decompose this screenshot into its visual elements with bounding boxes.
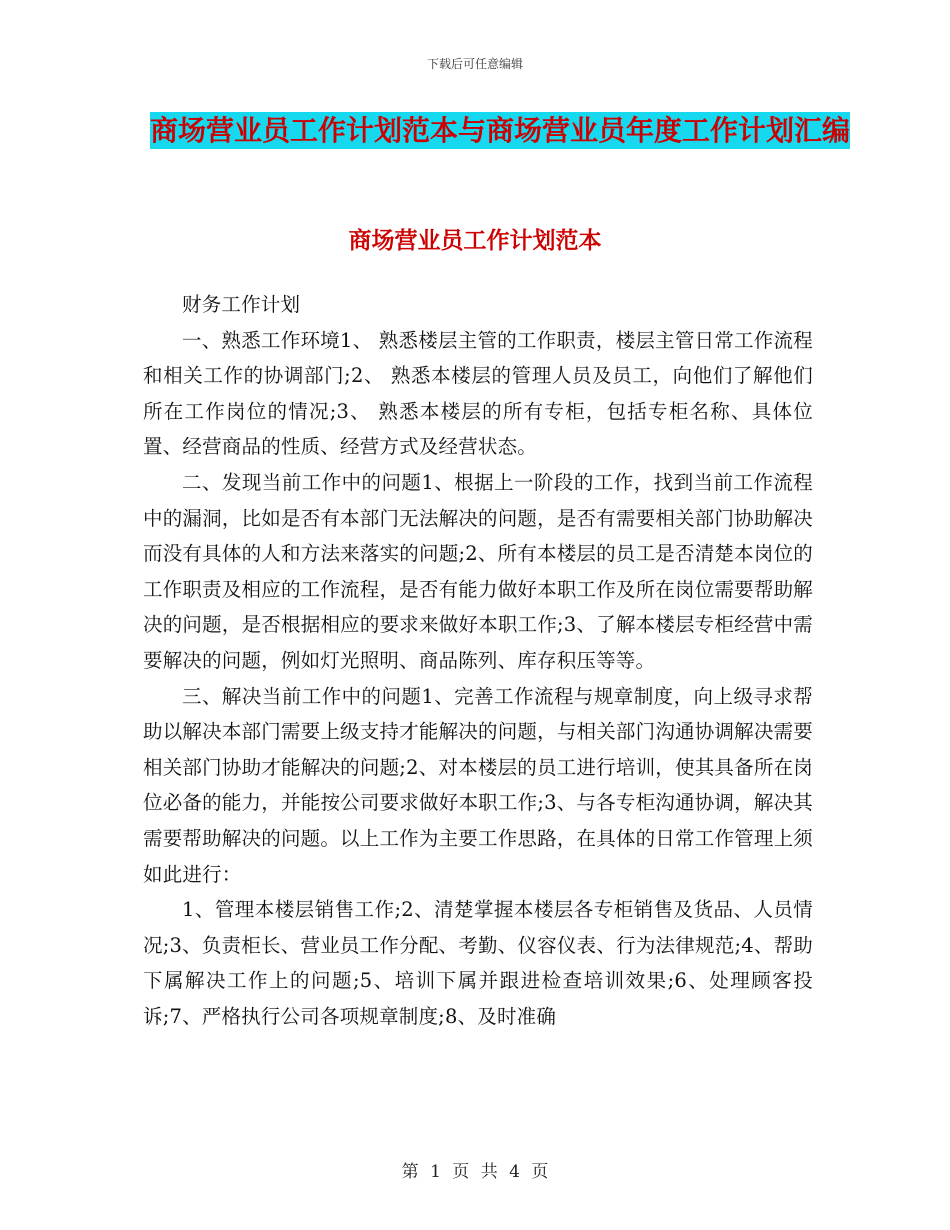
- page-footer: 第 1 页 共 4 页: [401, 1162, 549, 1182]
- paragraph: 一、熟悉工作环境1、 熟悉楼层主管的工作职责，楼层主管日常工作流程和相关工作的协调部门;2、 熟悉本楼层的管理人员及员工，向他们了解他们所在工作岗位的情况;3、 熟悉本楼层的所有专柜，包括专柜名称、具体位置、经营商品的性质、经营方式及经营状态。: [143, 328, 813, 459]
- document-title-text: 商场营业员工作计划范本与商场营业员年度工作计划汇编: [149, 114, 850, 147]
- section-title: 商场营业员工作计划范本: [348, 228, 602, 254]
- paragraph: 三、解决当前工作中的问题1、完善工作流程与规章制度，向上级寻求帮助以解决本部门需要上级支持才能解决的问题，与相关部门沟通协调解决需要相关部门协助才能解决的问题;2、对本楼层的员工进行培训，使其具备所在岗位必备的能力，并能按公司要求做好本职工作;3、与各专柜沟通协调，解决其需要帮助解决的问题。以上工作为主要工作思路，在具体的日常工作管理上须如此进行：: [143, 684, 813, 886]
- paragraph: 财务工作计划: [182, 293, 301, 316]
- document-body: [143, 287, 813, 1034]
- document-title: [140, 108, 860, 154]
- paragraph: 二、发现当前工作中的问题1、根据上一阶段的工作，找到当前工作流程中的漏洞，比如是否有本部门无法解决的问题，是否有需要相关部门协助解决而没有具体的人和方法来落实的问题;2、所有本楼层的员工是否清楚本岗位的工作职责及相应的工作流程，是否有能力做好本职工作及所在岗位需要帮助解决的问题，是否根据相应的要求来做好本职工作;3、了解本楼层专柜经营中需要解决的问题，例如灯光照明、商品陈列、库存积压等等。: [143, 470, 813, 672]
- paragraph: 1、管理本楼层销售工作;2、清楚掌握本楼层各专柜销售及货品、人员情况;3、负责柜长、营业员工作分配、考勤、仪容仪表、行为法律规范;4、帮助下属解决工作上的问题;5、培训下属并跟进检查培训效果;6、处理顾客投诉;7、严格执行公司各项规章制度;8、及时准确: [143, 898, 813, 1028]
- header-note: 下载后可任意编辑: [426, 57, 523, 71]
